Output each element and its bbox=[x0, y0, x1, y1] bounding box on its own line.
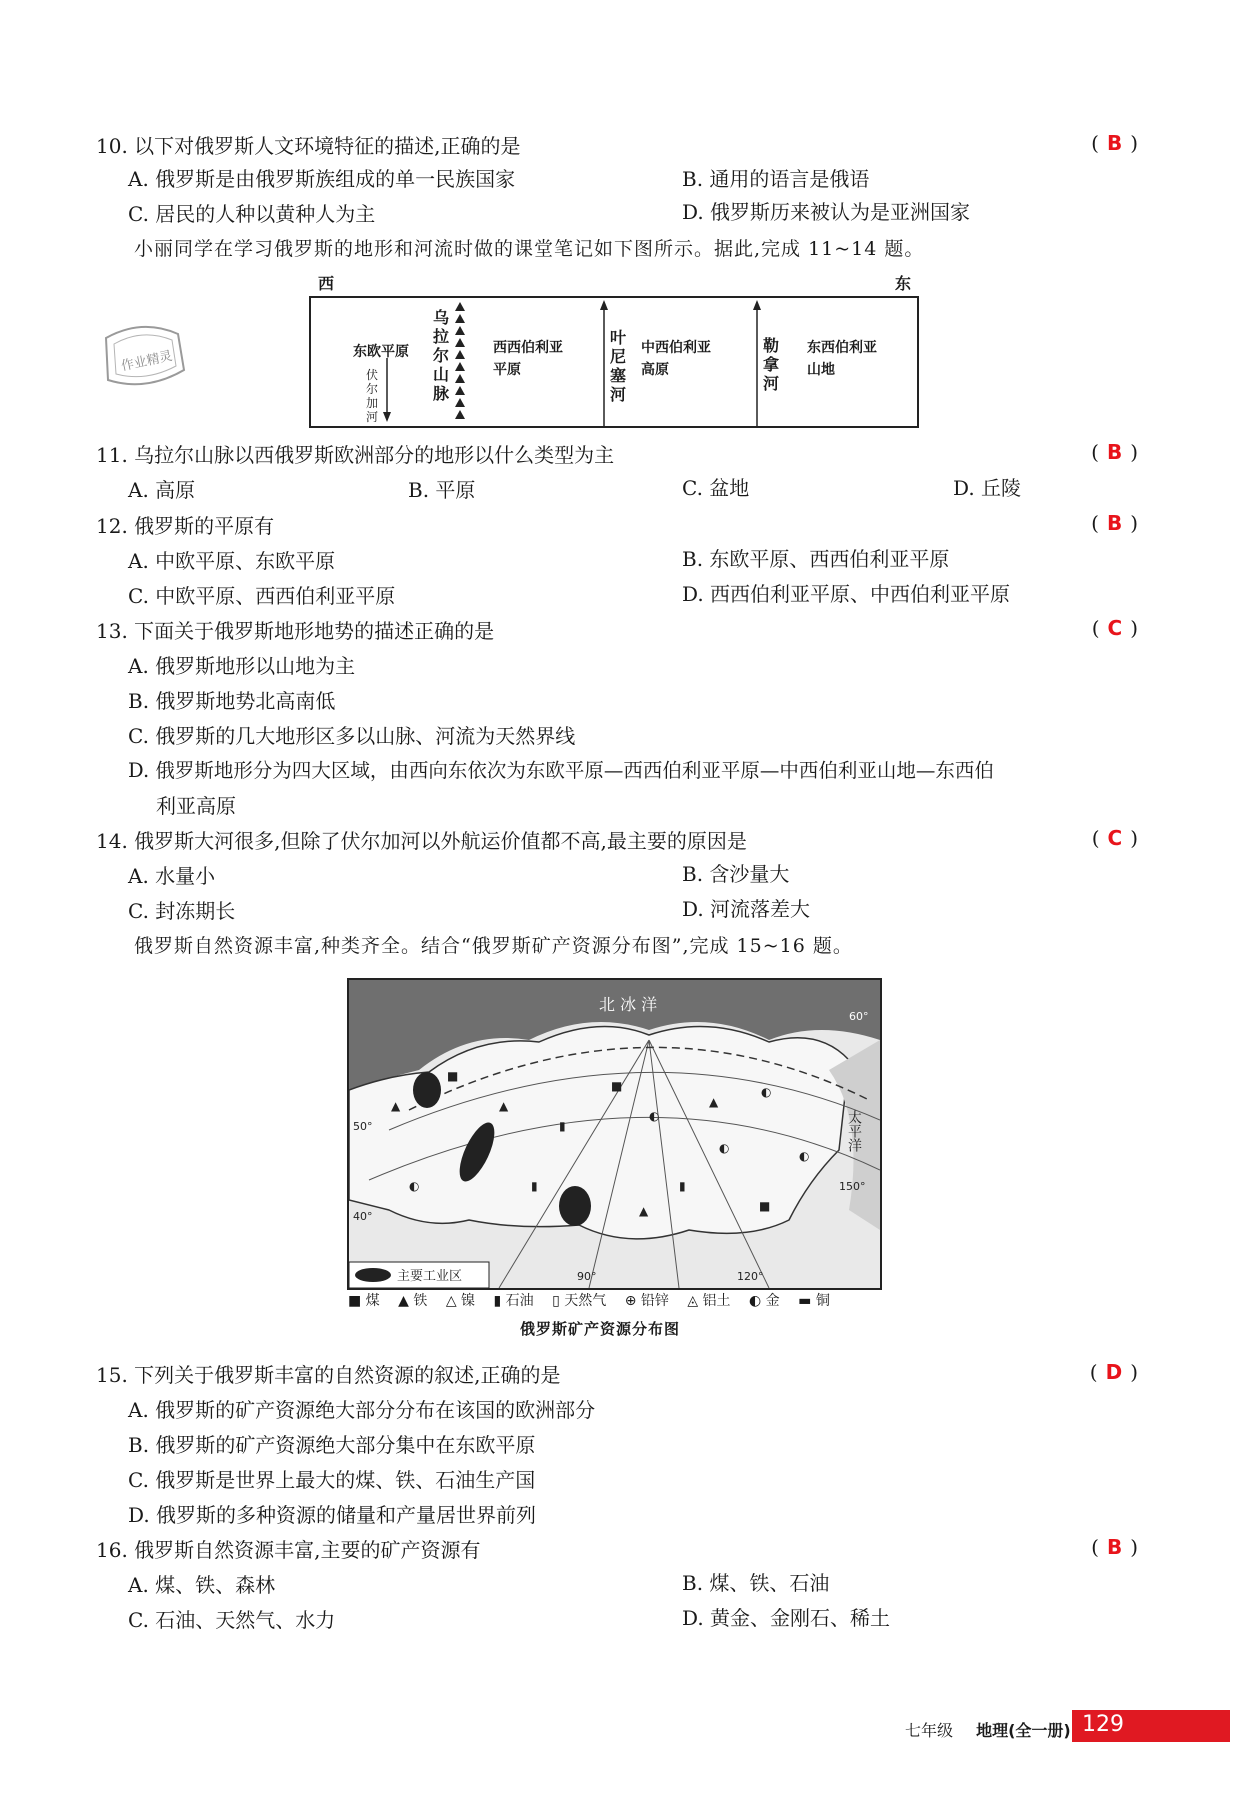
svg-text:120°: 120° bbox=[737, 1270, 764, 1283]
q12-stem: 12. 俄罗斯的平原有 bbox=[96, 514, 275, 538]
svg-text:■: ■ bbox=[447, 1069, 459, 1083]
diagram-east-label: 东 bbox=[895, 274, 912, 293]
svg-text:60°: 60° bbox=[849, 1010, 869, 1023]
footer-grade: 七年级 bbox=[905, 1721, 954, 1740]
q15-option-b: B. 俄罗斯的矿产资源绝大部分集中在东欧平原 bbox=[128, 1433, 536, 1457]
svg-text:▲: ▲ bbox=[639, 1204, 649, 1218]
q16-option-a: A. 煤、铁、森林 bbox=[128, 1573, 276, 1597]
east-europe-plain-label: 东欧平原 bbox=[353, 344, 409, 360]
q15-option-d: D. 俄罗斯的多种资源的储量和产量居世界前列 bbox=[128, 1503, 537, 1527]
q11-option-b: B. 平原 bbox=[408, 478, 476, 502]
legend-nickel: △ 镍 bbox=[445, 1293, 476, 1309]
q13-option-c: C. 俄罗斯的几大地形区多以山脉、河流为天然界线 bbox=[128, 724, 576, 748]
terrain-diagram bbox=[309, 296, 919, 428]
svg-text:◐: ◐ bbox=[719, 1141, 730, 1155]
legend-iron: ▲ 铁 bbox=[398, 1293, 428, 1309]
footer-subject: 地理(全一册) bbox=[976, 1721, 1071, 1740]
central-siberian-plateau-label-1: 中西伯利亚 bbox=[641, 340, 711, 356]
svg-text:▮: ▮ bbox=[531, 1179, 538, 1193]
yenisei-river-label: 叶尼塞河 bbox=[609, 328, 626, 404]
west-siberian-plain-label-2: 平原 bbox=[493, 362, 521, 378]
watermark-stamp-icon bbox=[96, 318, 188, 396]
q14-stem: 14. 俄罗斯大河很多,但除了伏尔加河以外航运价值都不高,最主要的原因是 bbox=[96, 829, 747, 853]
q15-option-c: C. 俄罗斯是世界上最大的煤、铁、石油生产国 bbox=[128, 1468, 536, 1492]
q10-option-b: B. 通用的语言是俄语 bbox=[682, 167, 870, 191]
svg-text:50°: 50° bbox=[353, 1120, 373, 1133]
q13-stem: 13. 下面关于俄罗斯地形地势的描述正确的是 bbox=[96, 619, 495, 643]
q16-option-c: C. 石油、天然气、水力 bbox=[128, 1608, 336, 1632]
legend-oil: ▮ 石油 bbox=[493, 1293, 534, 1309]
map-caption: 俄罗斯矿产资源分布图 bbox=[520, 1320, 681, 1338]
q10-stem: 10. 以下对俄罗斯人文环境特征的描述,正确的是 bbox=[96, 134, 521, 158]
svg-text:90°: 90° bbox=[577, 1270, 597, 1283]
q14-option-a: A. 水量小 bbox=[128, 864, 216, 888]
q11-option-c: C. 盆地 bbox=[682, 476, 750, 500]
q12-answer: ( B ) bbox=[1091, 511, 1138, 535]
q11-stem: 11. 乌拉尔山脉以西俄罗斯欧洲部分的地形以什么类型为主 bbox=[96, 443, 615, 467]
svg-text:主要工业区: 主要工业区 bbox=[397, 1269, 463, 1284]
legend-bauxite: ◬ 铝土 bbox=[687, 1293, 731, 1309]
diagram-west-label: 西 bbox=[318, 274, 335, 293]
svg-text:40°: 40° bbox=[353, 1210, 373, 1223]
q11-option-d: D. 丘陵 bbox=[953, 476, 1022, 500]
page-footer bbox=[905, 1718, 1071, 1741]
mineral-resource-map bbox=[347, 978, 882, 1290]
q16-stem: 16. 俄罗斯自然资源丰富,主要的矿产资源有 bbox=[96, 1538, 481, 1562]
svg-text:■: ■ bbox=[611, 1079, 623, 1093]
west-siberian-plain-label-1: 西西伯利亚 bbox=[493, 340, 563, 356]
q12-option-b: B. 东欧平原、西西伯利亚平原 bbox=[682, 547, 950, 571]
q13-option-a: A. 俄罗斯地形以山地为主 bbox=[128, 654, 356, 678]
q13-option-d-cont: 利亚高原 bbox=[156, 794, 236, 818]
q13-option-b: B. 俄罗斯地势北高南低 bbox=[128, 689, 336, 713]
central-siberian-plateau-label-2: 高原 bbox=[641, 362, 669, 378]
legend-coal: ■ 煤 bbox=[348, 1293, 380, 1309]
q14-answer: ( C ) bbox=[1091, 826, 1138, 850]
q14-option-c: C. 封冻期长 bbox=[128, 899, 236, 923]
legend-copper: ▬ 铜 bbox=[798, 1293, 830, 1309]
q16-answer: ( B ) bbox=[1091, 1535, 1138, 1559]
svg-text:太平洋: 太平洋 bbox=[846, 1110, 862, 1152]
q11-answer: ( B ) bbox=[1091, 440, 1138, 464]
q13-answer: ( C ) bbox=[1091, 616, 1138, 640]
svg-text:■: ■ bbox=[759, 1199, 771, 1213]
east-siberian-mountains-label-2: 山地 bbox=[807, 362, 835, 378]
q13-option-d: D. 俄罗斯地形分为四大区域，由西向东依次为东欧平原—西西伯利亚平原—中西伯利亚山地—东西伯 bbox=[128, 759, 994, 782]
east-siberian-mountains-label-1: 东西伯利亚 bbox=[807, 340, 877, 356]
intro-15-16: 俄罗斯自然资源丰富,种类齐全。结合“俄罗斯矿产资源分布图”,完成 15~16 题。 bbox=[134, 935, 853, 957]
ural-mountains-label: 乌拉尔山脉 bbox=[432, 308, 449, 403]
lena-river-label: 勒拿河 bbox=[762, 336, 779, 393]
svg-text:▲: ▲ bbox=[709, 1095, 719, 1109]
svg-text:◐: ◐ bbox=[409, 1179, 420, 1193]
q10-answer: ( B ) bbox=[1091, 131, 1138, 155]
q10-option-a: A. 俄罗斯是由俄罗斯族组成的单一民族国家 bbox=[128, 167, 516, 191]
q16-option-b: B. 煤、铁、石油 bbox=[682, 1571, 830, 1595]
q15-stem: 15. 下列关于俄罗斯丰富的自然资源的叙述,正确的是 bbox=[96, 1363, 561, 1387]
legend-gas: ▯ 天然气 bbox=[552, 1293, 607, 1309]
svg-text:◐: ◐ bbox=[649, 1109, 660, 1123]
svg-text:北 冰 洋: 北 冰 洋 bbox=[599, 995, 658, 1014]
svg-text:▮: ▮ bbox=[559, 1119, 566, 1133]
legend-lead-zinc: ⊕ 铅锌 bbox=[624, 1293, 669, 1309]
svg-text:◐: ◐ bbox=[761, 1085, 772, 1099]
q12-option-d: D. 西西伯利亚平原、中西伯利亚平原 bbox=[682, 582, 1011, 606]
q16-option-d: D. 黄金、金刚石、稀土 bbox=[682, 1606, 891, 1630]
page-number: 129 bbox=[1082, 1712, 1124, 1737]
map-drawing bbox=[349, 980, 880, 1288]
legend-gold: ◐ 金 bbox=[749, 1293, 780, 1309]
intro-11-14: 小丽同学在学习俄罗斯的地形和河流时做的课堂笔记如下图所示。据此,完成 11~14 题。 bbox=[134, 238, 925, 260]
q12-option-a: A. 中欧平原、东欧平原 bbox=[128, 549, 336, 573]
map-legend bbox=[348, 1290, 844, 1310]
svg-text:▲: ▲ bbox=[499, 1099, 509, 1113]
q15-option-a: A. 俄罗斯的矿产资源绝大部分分布在该国的欧洲部分 bbox=[128, 1398, 596, 1422]
svg-text:150°: 150° bbox=[839, 1180, 866, 1193]
svg-text:▮: ▮ bbox=[679, 1179, 686, 1193]
volga-label: 伏尔加河 bbox=[365, 368, 378, 424]
q11-option-a: A. 高原 bbox=[128, 478, 196, 502]
q14-option-d: D. 河流落差大 bbox=[682, 897, 811, 921]
svg-text:◐: ◐ bbox=[799, 1149, 810, 1163]
q15-answer: ( D ) bbox=[1089, 1360, 1138, 1384]
q10-option-d: D. 俄罗斯历来被认为是亚洲国家 bbox=[682, 200, 971, 224]
svg-text:▲: ▲ bbox=[391, 1099, 401, 1113]
q12-option-c: C. 中欧平原、西西伯利亚平原 bbox=[128, 584, 396, 608]
q10-option-c: C. 居民的人种以黄种人为主 bbox=[128, 202, 376, 226]
q14-option-b: B. 含沙量大 bbox=[682, 862, 790, 886]
svg-text:作业精灵: 作业精灵 bbox=[119, 348, 174, 375]
